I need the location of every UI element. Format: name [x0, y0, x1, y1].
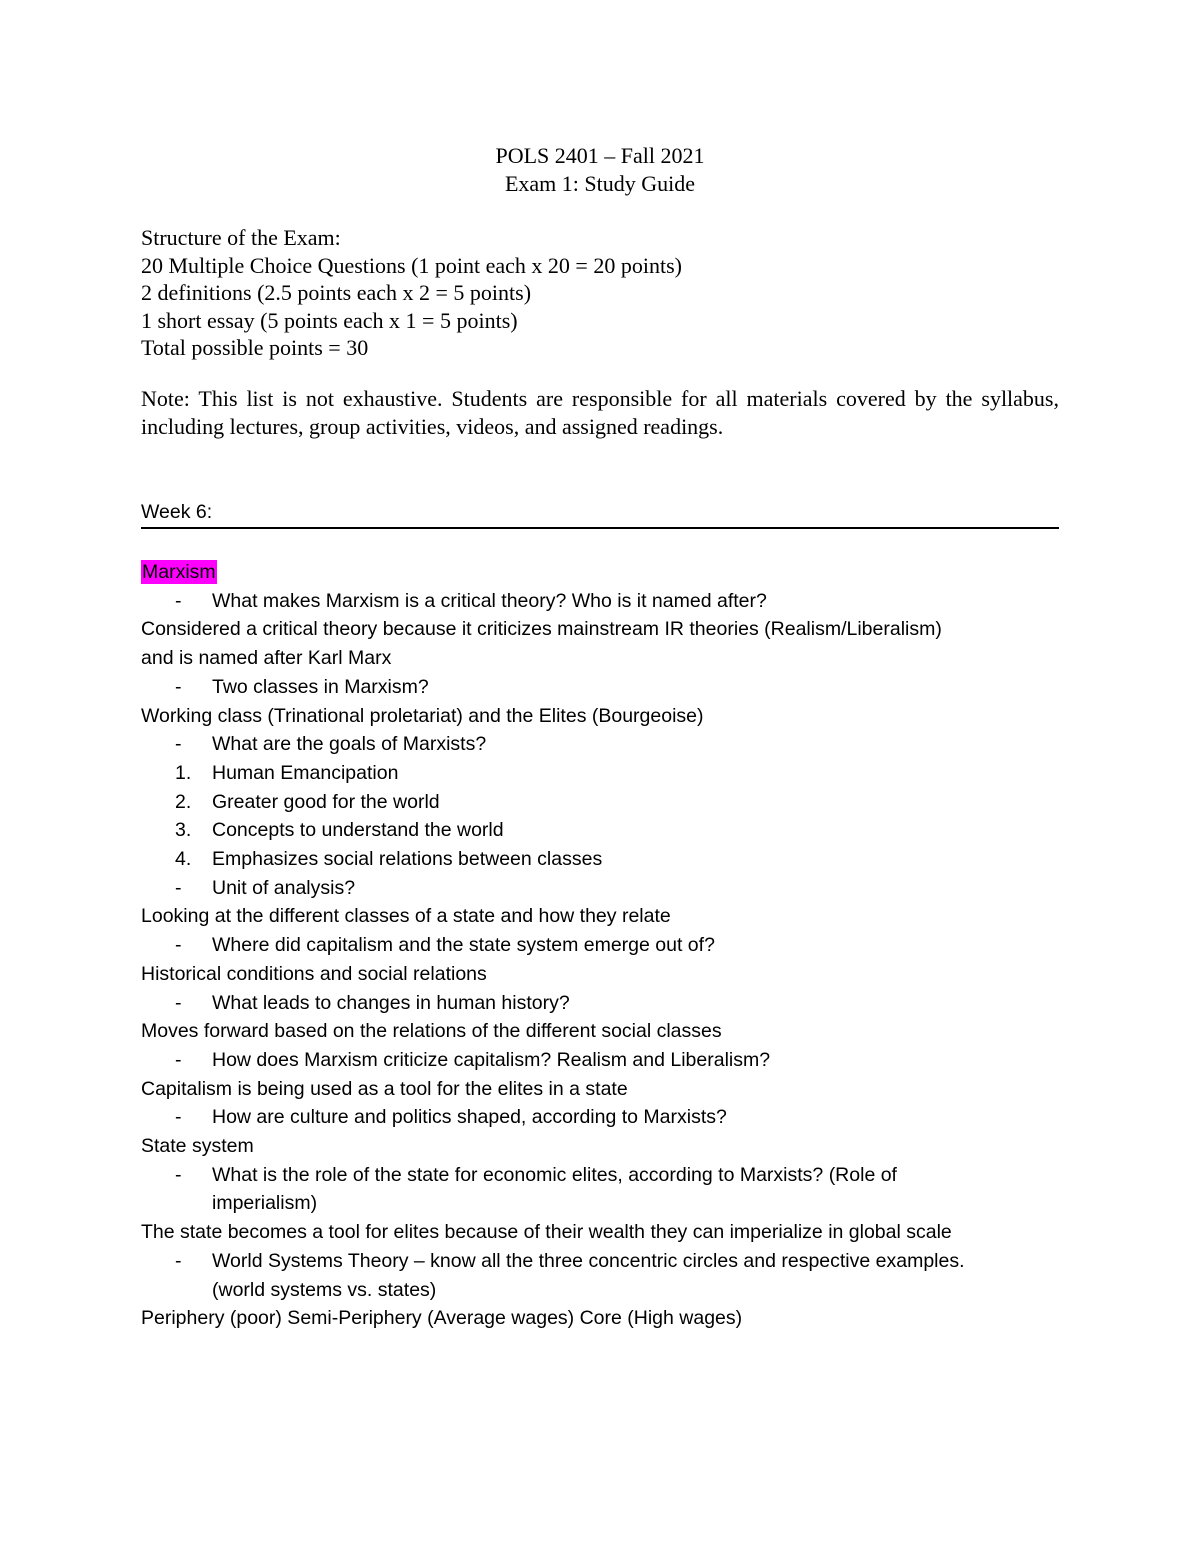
list-number: 3. — [175, 819, 192, 842]
structure-item: 20 Multiple Choice Questions (1 point each x 20 = 20 points) — [141, 252, 682, 278]
list-number: 2. — [175, 790, 192, 813]
answer-text: Looking at the different classes of a state and how they relate — [141, 905, 671, 928]
list-number: 4. — [175, 848, 192, 871]
answer-text: Moves forward based on the relations of the different social classes — [141, 1020, 722, 1043]
question-item — [141, 1161, 1059, 1190]
question-item — [141, 931, 1059, 960]
course-title: POLS 2401 – Fall 2021 — [495, 143, 705, 168]
question-text: What leads to changes in human history? — [212, 991, 570, 1014]
question-text: Two classes in Marxism? — [212, 675, 429, 698]
dash-bullet: - — [175, 1163, 182, 1186]
question-item — [141, 1103, 1059, 1132]
answer-text: Historical conditions and social relations — [141, 962, 487, 985]
answer-text: Considered a critical theory because it criticizes mainstream IR theories (Realism/Liberalism) — [141, 618, 942, 641]
goal-item — [141, 845, 1059, 874]
structure-item-total: Total possible points = 30 — [141, 335, 369, 360]
question-continuation: imperialism) — [212, 1192, 318, 1215]
question-item — [141, 730, 1059, 759]
document-header — [0, 142, 1200, 197]
topic-highlight: Marxism — [142, 561, 216, 583]
question-text: Unit of analysis? — [212, 876, 356, 899]
question-item — [141, 1247, 1059, 1276]
goal-item — [141, 816, 1059, 845]
question-text: Where did capitalism and the state system emerge out of? — [212, 934, 715, 957]
dash-bullet: - — [175, 1048, 182, 1071]
note-paragraph: Note: This list is not exhaustive. Students are responsible for all materials covered by the syllabus, including lectures, group activities, videos, and assigned readings. — [141, 386, 1059, 439]
document-title: Exam 1: Study Guide — [504, 170, 696, 196]
dash-bullet: - — [175, 1249, 182, 1272]
dash-bullet: - — [175, 589, 182, 612]
goal-text: Concepts to understand the world — [212, 819, 504, 842]
goal-item — [141, 788, 1059, 817]
question-text: World Systems Theory – know all the three concentric circles and respective examples. — [212, 1249, 965, 1272]
section-divider — [141, 527, 1059, 529]
answer-text: and is named after Karl Marx — [141, 647, 392, 670]
answer-text: Working class (Trinational proletariat) and the Elites (Bourgeoise) — [141, 704, 704, 727]
dash-bullet: - — [175, 876, 182, 899]
question-continuation: (world systems vs. states) — [212, 1278, 437, 1301]
question-item — [141, 1046, 1059, 1075]
goal-text: Greater good for the world — [212, 790, 440, 813]
structure-item: 2 definitions (2.5 points each x 2 = 5 points) — [141, 280, 532, 305]
exam-structure — [141, 224, 682, 362]
dash-bullet: - — [175, 733, 182, 756]
dash-bullet: - — [175, 1106, 182, 1129]
week-content — [141, 558, 1059, 1333]
goal-text: Emphasizes social relations between classes — [212, 848, 603, 871]
goal-text: Human Emancipation — [212, 761, 399, 784]
dash-bullet: - — [175, 991, 182, 1014]
question-text: How does Marxism criticize capitalism? Realism and Liberalism? — [212, 1048, 771, 1071]
dash-bullet: - — [175, 675, 182, 698]
structure-heading: Structure of the Exam: — [141, 225, 341, 250]
structure-item: 1 short essay (5 points each x 1 = 5 points) — [141, 307, 518, 333]
answer-text: Periphery (poor) Semi-Periphery (Average wages) Core (High wages) — [141, 1307, 743, 1330]
question-item — [141, 874, 1059, 903]
question-text: How are culture and politics shaped, according to Marxists? — [212, 1106, 727, 1129]
question-text: What makes Marxism is a critical theory? Who is it named after? — [212, 589, 767, 612]
question-item — [141, 587, 1059, 616]
answer-text: The state becomes a tool for elites because of their wealth they can imperialize in global scale — [141, 1221, 952, 1244]
question-text: What are the goals of Marxists? — [212, 733, 487, 756]
question-item — [141, 673, 1059, 702]
question-item — [141, 989, 1059, 1018]
answer-text: Capitalism is being used as a tool for the elites in a state — [141, 1077, 628, 1100]
answer-text: State system — [141, 1135, 254, 1158]
question-text: What is the role of the state for economic elites, according to Marxists? (Role of — [212, 1163, 897, 1186]
week-heading: Week 6: — [141, 501, 213, 523]
list-number: 1. — [175, 761, 192, 784]
dash-bullet: - — [175, 934, 182, 957]
goal-item — [141, 759, 1059, 788]
